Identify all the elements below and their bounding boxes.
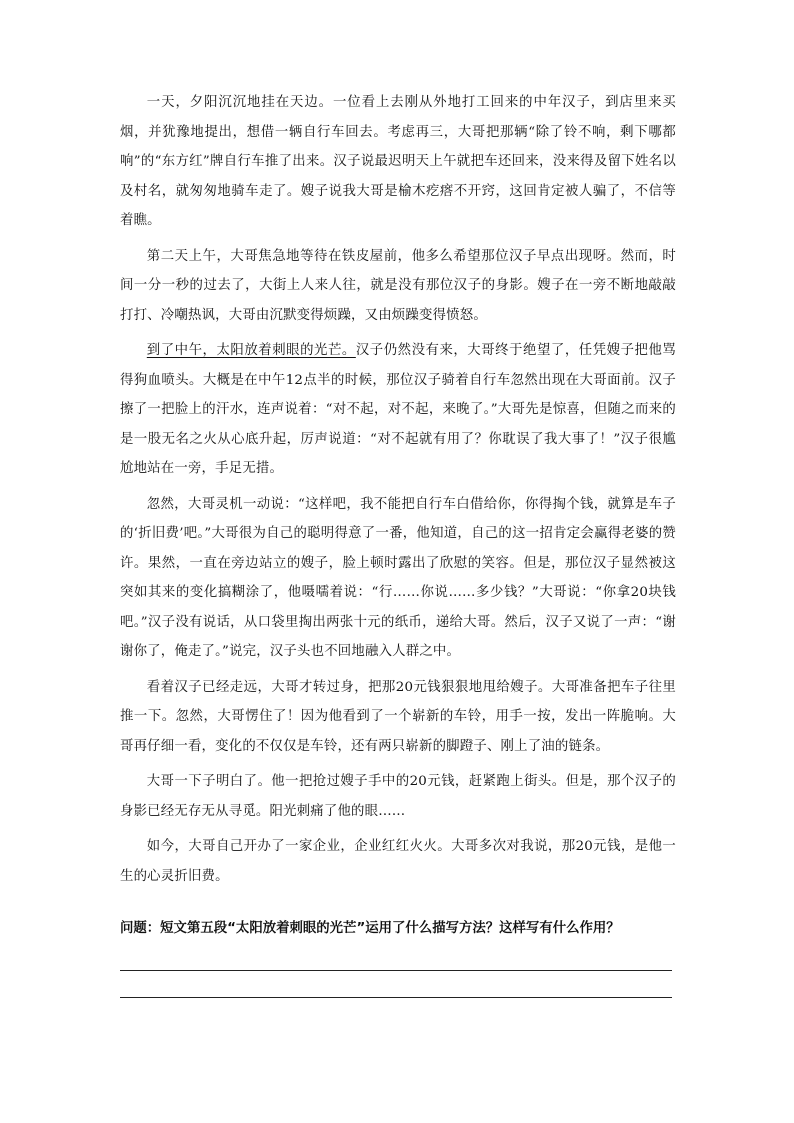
paragraph-3	[120, 336, 676, 484]
paragraph-6: 大哥一下子明白了。他一把抢过嫂子手中的20元钱，赶紧跑上街头。但是，那个汉子的身影已经无存无从寻觅。阳光刺痛了他的眼……	[120, 774, 676, 819]
question-text: 问题：短文第五段“太阳放着刺眼的光芒”运用了什么描写方法？这样写有什么作用？	[120, 921, 620, 936]
paragraph-7: 如今，大哥自己开办了一家企业，企业红红火火。大哥多次对我说，那20元钱，是他一生的心灵折旧费。	[120, 839, 676, 884]
paragraph-2: 第二天上午，大哥焦急地等待在铁皮屋前，他多么希望那位汉子早点出现呀。然而，时间一分一秒的过去了，大街上人来人往，就是没有那位汉子的身影。嫂子在一旁不断地敲敲打打、冷嘲热讽，大哥由沉默变得烦躁，又由烦躁变得愤怒。	[120, 248, 676, 323]
answer-line-2[interactable]	[120, 997, 672, 998]
answer-line-1[interactable]	[120, 970, 672, 971]
underlined-sentence: 到了中午，太阳放着刺眼的光芒。	[146, 343, 356, 358]
story-passage	[120, 88, 676, 891]
paragraph-4: 忽然，大哥灵机一动说：“这样吧，我不能把自行车白借给你，你得掏个钱，就算是车子的‘折旧费’吧。”大哥很为自己的聪明得意了一番，他知道，自己的这一招肯定会赢得老婆的赞许。果然，一直在旁边站立的嫂子，脸上顿时露出了欣慰的笑容。但是，那位汉子显然被这突如其来的变化搞糊涂了，他嗫嚅着说：“行……你说……多少钱？”大哥说：“你拿20块钱吧。”汉子没有说话，从口袋里掏出两张十元的纸币，递给大哥。然后，汉子又说了一声：“谢谢你了，俺走了。”说完，汉子头也不回地融入人群之中。	[120, 496, 676, 659]
paragraph-5: 看着汉子已经走远，大哥才转过身，把那20元钱狠狠地甩给嫂子。大哥准备把车子往里推一下。忽然，大哥愣住了！因为他看到了一个崭新的车铃，用手一按，发出一阵脆响。大哥再仔细一看，变化的不仅仅是车铃，还有两只崭新的脚蹬子、刚上了油的链条。	[120, 679, 676, 754]
paragraph-3-rest: 汉子仍然没有来，大哥终于绝望了，任凭嫂子把他骂得狗血喷头。大概是在中午12点半的时候，那位汉子骑着自行车忽然出现在大哥面前。汉子擦了一把脸上的汗水，连声说着：“对不起，对不起，来晚了。”大哥先是惊喜，但随之而来的是一股无名之火从心底升起，厉声说道：“对不起就有用了？你耽误了我大事了！”汉子很尴尬地站在一旁，手足无措。	[120, 343, 676, 476]
paragraph-1: 一天，夕阳沉沉地挂在天边。一位看上去刚从外地打工回来的中年汉子，到店里来买烟，并犹豫地提出，想借一辆自行车回去。考虑再三，大哥把那辆“除了铃不响，剩下哪都响”的“东方红”牌自行车推了出来。汉子说最迟明天上午就把车还回来，没来得及留下姓名以及村名，就匆匆地骑车走了。嫂子说我大哥是榆木疙瘩不开窍，这回肯定被人骗了，不信等着瞧。	[120, 95, 676, 228]
